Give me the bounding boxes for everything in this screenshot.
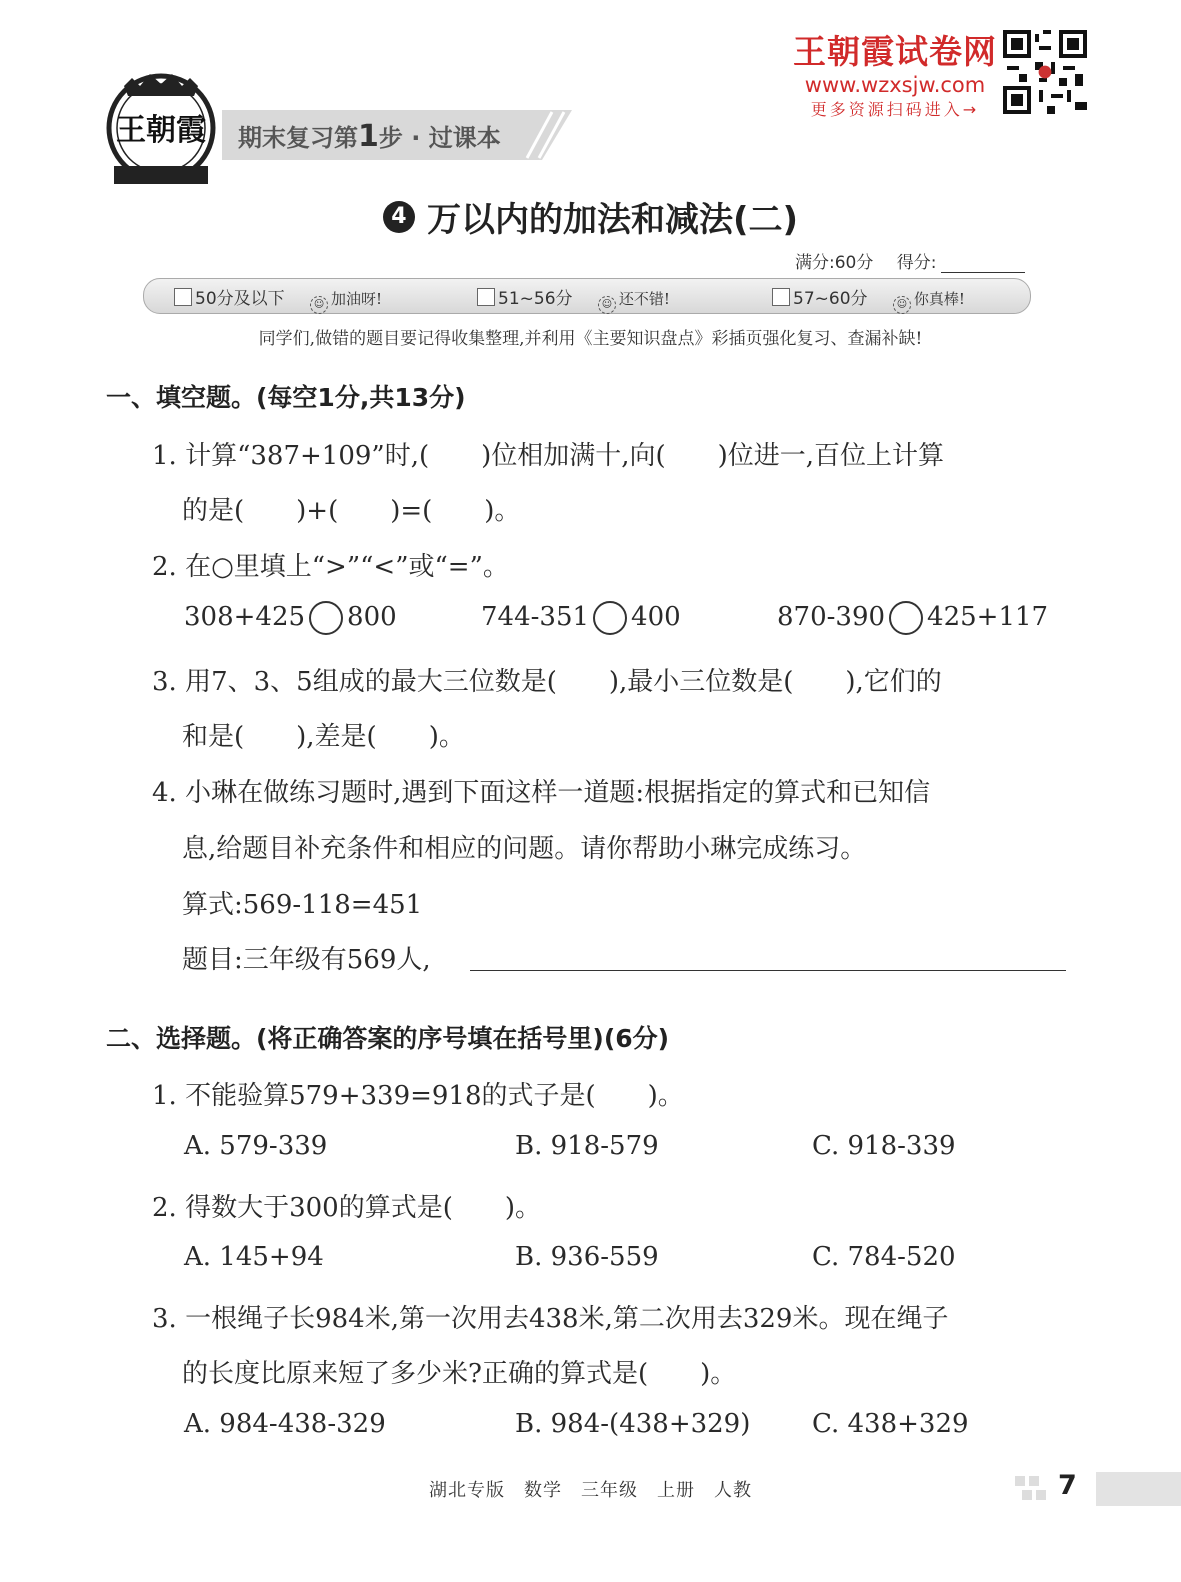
study-tip: 同学们,做错的题目要记得收集整理,并利用《主要知识盘点》彩插页强化复习、查漏补缺! xyxy=(258,329,923,349)
s2-q1-option-b[interactable]: B. 918-579 xyxy=(515,1131,659,1161)
compare-circle[interactable] xyxy=(889,601,923,635)
title-row xyxy=(0,192,1181,241)
s1-q4-line1: 4. 小琳在做练习题时,遇到下面这样一道题:根据指定的算式和已知信 xyxy=(152,778,931,808)
page-title: 万以内的加法和减法(二) xyxy=(426,200,799,240)
page-number: 7 xyxy=(1058,1470,1077,1501)
s1-q3-line2: 和是( ),差是( )。 xyxy=(182,722,465,752)
compare-left: 308+425 xyxy=(184,602,306,632)
compare-circle[interactable] xyxy=(593,601,627,635)
step-banner xyxy=(238,118,501,154)
s1-q1-line2: 的是( )+( )=( )。 xyxy=(182,496,521,526)
s2-q3-line1: 3. 一根绳子长984米,第一次用去438米,第二次用去329米。现在绳子 xyxy=(152,1304,949,1334)
s1-q2-line1: 2. 在○里填上“>”“<”或“=”。 xyxy=(152,552,509,582)
rating-item[interactable] xyxy=(477,284,670,314)
banner-pre: 期末复习第 xyxy=(238,124,358,152)
rating-item[interactable] xyxy=(174,284,382,314)
brand-block[interactable] xyxy=(790,26,1000,120)
section-2-heading: 二、选择题。(将正确答案的序号填在括号里)(6分) xyxy=(106,1024,670,1053)
rating-range: 57~60分 xyxy=(793,289,868,309)
brand-name: 王朝霞试卷网 xyxy=(793,32,997,71)
banner-post: 步 · 过课本 xyxy=(378,124,501,152)
s2-q3-line2: 的长度比原来短了多少米?正确的算式是( )。 xyxy=(182,1359,737,1389)
compare-right: 800 xyxy=(347,602,397,632)
smile-icon: ☺ xyxy=(893,296,911,314)
s2-q3-option-c[interactable]: C. 438+329 xyxy=(812,1409,969,1439)
got-score-label: 得分: xyxy=(896,253,937,273)
full-score: 满分:60分 xyxy=(795,253,874,273)
rating-item[interactable] xyxy=(772,284,965,314)
smile-icon: ☺ xyxy=(598,296,616,314)
deco-square xyxy=(1029,1476,1039,1486)
rating-range: 51~56分 xyxy=(498,289,573,309)
compare-right: 425+117 xyxy=(927,602,1049,632)
compare-left: 870-390 xyxy=(777,602,886,632)
compare-item xyxy=(777,601,1048,635)
brand-url[interactable]: www.wzxsjw.com xyxy=(804,73,986,97)
answer-line[interactable] xyxy=(470,970,1066,971)
s1-q3-line1: 3. 用7、3、5组成的最大三位数是( ),最小三位数是( ),它们的 xyxy=(152,667,942,697)
compare-left: 744-351 xyxy=(481,602,590,632)
compare-circle[interactable] xyxy=(309,601,343,635)
s2-q2: 2. 得数大于300的算式是( )。 xyxy=(152,1193,541,1223)
rating-comment: 加油呀! xyxy=(331,290,383,308)
wangzhaoxia-logo xyxy=(104,66,218,188)
compare-item xyxy=(184,601,397,635)
page-tab-bar xyxy=(1096,1472,1181,1506)
s1-q4-problem: 题目:三年级有569人, xyxy=(182,945,431,975)
footer-info: 湖北专版 数学 三年级 上册 人教 xyxy=(429,1480,752,1501)
s2-q1-option-a[interactable]: A. 579-339 xyxy=(184,1131,328,1161)
s2-q1: 1. 不能验算579+339=918的式子是( )。 xyxy=(152,1081,684,1111)
s2-q3-option-a[interactable]: A. 984-438-329 xyxy=(184,1409,386,1439)
rating-comment: 还不错! xyxy=(618,290,670,308)
s2-q3-option-b[interactable]: B. 984-(438+329) xyxy=(515,1409,751,1439)
s2-q2-option-a[interactable]: A. 145+94 xyxy=(184,1242,324,1272)
title-number: 4 xyxy=(383,201,415,233)
score-line xyxy=(795,248,1025,273)
svg-text:王朝霞: 王朝霞 xyxy=(116,113,206,148)
deco-square xyxy=(1022,1490,1032,1500)
s1-q1-line1: 1. 计算“387+109”时,( )位相加满十,向( )位进一,百位上计算 xyxy=(152,441,945,471)
deco-square xyxy=(1015,1476,1025,1486)
rating-range: 50分及以下 xyxy=(195,289,285,309)
rating-comment: 你真棒! xyxy=(913,290,965,308)
qr-code-icon[interactable] xyxy=(1003,30,1087,114)
rating-bar xyxy=(143,278,1031,314)
compare-item xyxy=(481,601,681,635)
score-blank[interactable] xyxy=(941,272,1025,273)
s1-q4-line2: 息,给题目补充条件和相应的问题。请你帮助小琳完成练习。 xyxy=(182,834,867,864)
checkbox-icon[interactable] xyxy=(174,288,192,306)
s1-q4-formula: 算式:569-118=451 xyxy=(182,890,423,920)
s2-q1-option-c[interactable]: C. 918-339 xyxy=(812,1131,956,1161)
section-1-heading: 一、填空题。(每空1分,共13分) xyxy=(106,383,466,412)
banner-num: 1 xyxy=(358,119,379,154)
s2-q2-option-c[interactable]: C. 784-520 xyxy=(812,1242,956,1272)
deco-square xyxy=(1036,1490,1046,1500)
smile-icon: ☺ xyxy=(310,296,328,314)
checkbox-icon[interactable] xyxy=(477,288,495,306)
checkbox-icon[interactable] xyxy=(772,288,790,306)
s2-q2-option-b[interactable]: B. 936-559 xyxy=(515,1242,659,1272)
compare-right: 400 xyxy=(631,602,681,632)
brand-tip: 更多资源扫码进入→ xyxy=(810,100,980,119)
